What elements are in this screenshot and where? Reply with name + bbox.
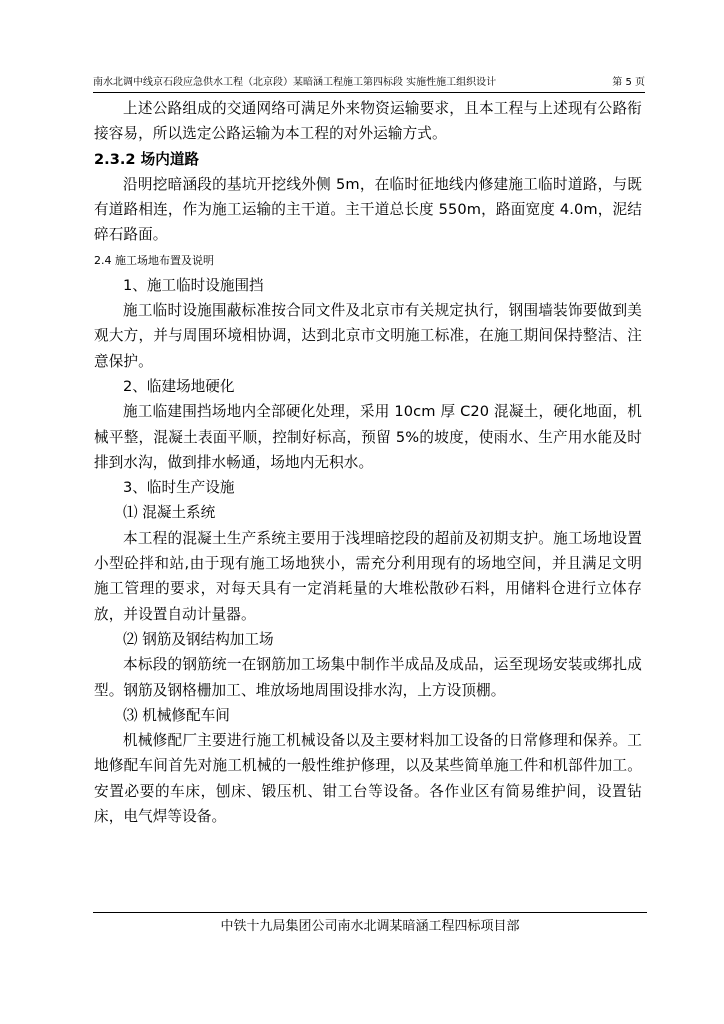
page-number: 第 5 页 [612, 77, 645, 88]
page-header [93, 76, 645, 93]
subheading: ⑶ 机械修配车间 [123, 706, 230, 724]
header-title: 南水北调中线京石段应急供水工程（北京段）某暗涵工程施工第四标段 实施性施工组织设计 [93, 77, 497, 88]
document-body [94, 96, 642, 829]
footer-divider [93, 912, 647, 913]
subheading: ⑴ 混凝土系统 [123, 504, 216, 522]
paragraph: 沿明挖暗涵段的基坑开挖线外侧 5m，在临时征地线内修建施工临时道路，与既有道路相连，作为施工运输的主干道。主干道总长度 550m，路面宽度 4.0m，泥结碎石路面。 [94, 175, 642, 244]
paragraph: 本标段的钢筋统一在钢筋加工场集中制作半成品及成品，运至现场安装或绑扎成型。钢筋及钢格栅加工、堆放场地周围设排水沟，上方设顶棚。 [94, 656, 642, 699]
subheading: 1、施工临时设施围挡 [123, 276, 264, 294]
paragraph: 施工临建围挡场地内全部硬化处理，采用 10cm 厚 C20 混凝土，硬化地面，机械平整，混凝土表面平顺，控制好标高，预留 5%的坡度，使雨水、生产用水能及时排到水沟，做到排水畅通，场地内无积水。 [94, 403, 642, 471]
subheading: ⑵ 钢筋及钢结构加工场 [123, 630, 274, 648]
subheading: 2、临建场地硬化 [123, 377, 235, 395]
paragraph: 机械修配厂主要进行施工机械设备以及主要材料加工设备的日常修理和保养。工地修配车间首先对施工机械的一般性维护修理，以及某些简单施工件和机部件加工。安置必要的车床，刨床、锻压机、钳工台等设备。各作业区有简易维护间，设置钻床，电气焊等设备。 [94, 732, 642, 826]
section-heading-2-3-2: 2.3.2 场内道路 [94, 150, 200, 168]
paragraph: 施工临时设施围蔽标准按合同文件及北京市有关规定执行，钢围墙装饰要做到美观大方，并与周围环境相协调，达到北京市文明施工标准，在施工期间保持整洁、注意保护。 [94, 302, 642, 370]
page-footer: 中铁十九局集团公司南水北调某暗涵工程四标项目部 [220, 919, 520, 934]
subheading: 3、临时生产设施 [123, 479, 235, 497]
paragraph: 本工程的混凝土生产系统主要用于浅埋暗挖段的超前及初期支护。施工场地设置小型砼拌和站,由于现有施工场地狭小，需充分利用现有的场地空间，并且满足文明施工管理的要求，对每天具有一定消耗量的大堆松散砂石料，用储料仓进行立体存放，并设置自动计量器。 [94, 529, 642, 623]
paragraph: 上述公路组成的交通网络可满足外来物资运输要求，且本工程与上述现有公路衔接容易，所以选定公路运输为本工程的对外运输方式。 [94, 100, 642, 143]
section-heading-2-4: 2.4 施工场地布置及说明 [94, 253, 214, 267]
